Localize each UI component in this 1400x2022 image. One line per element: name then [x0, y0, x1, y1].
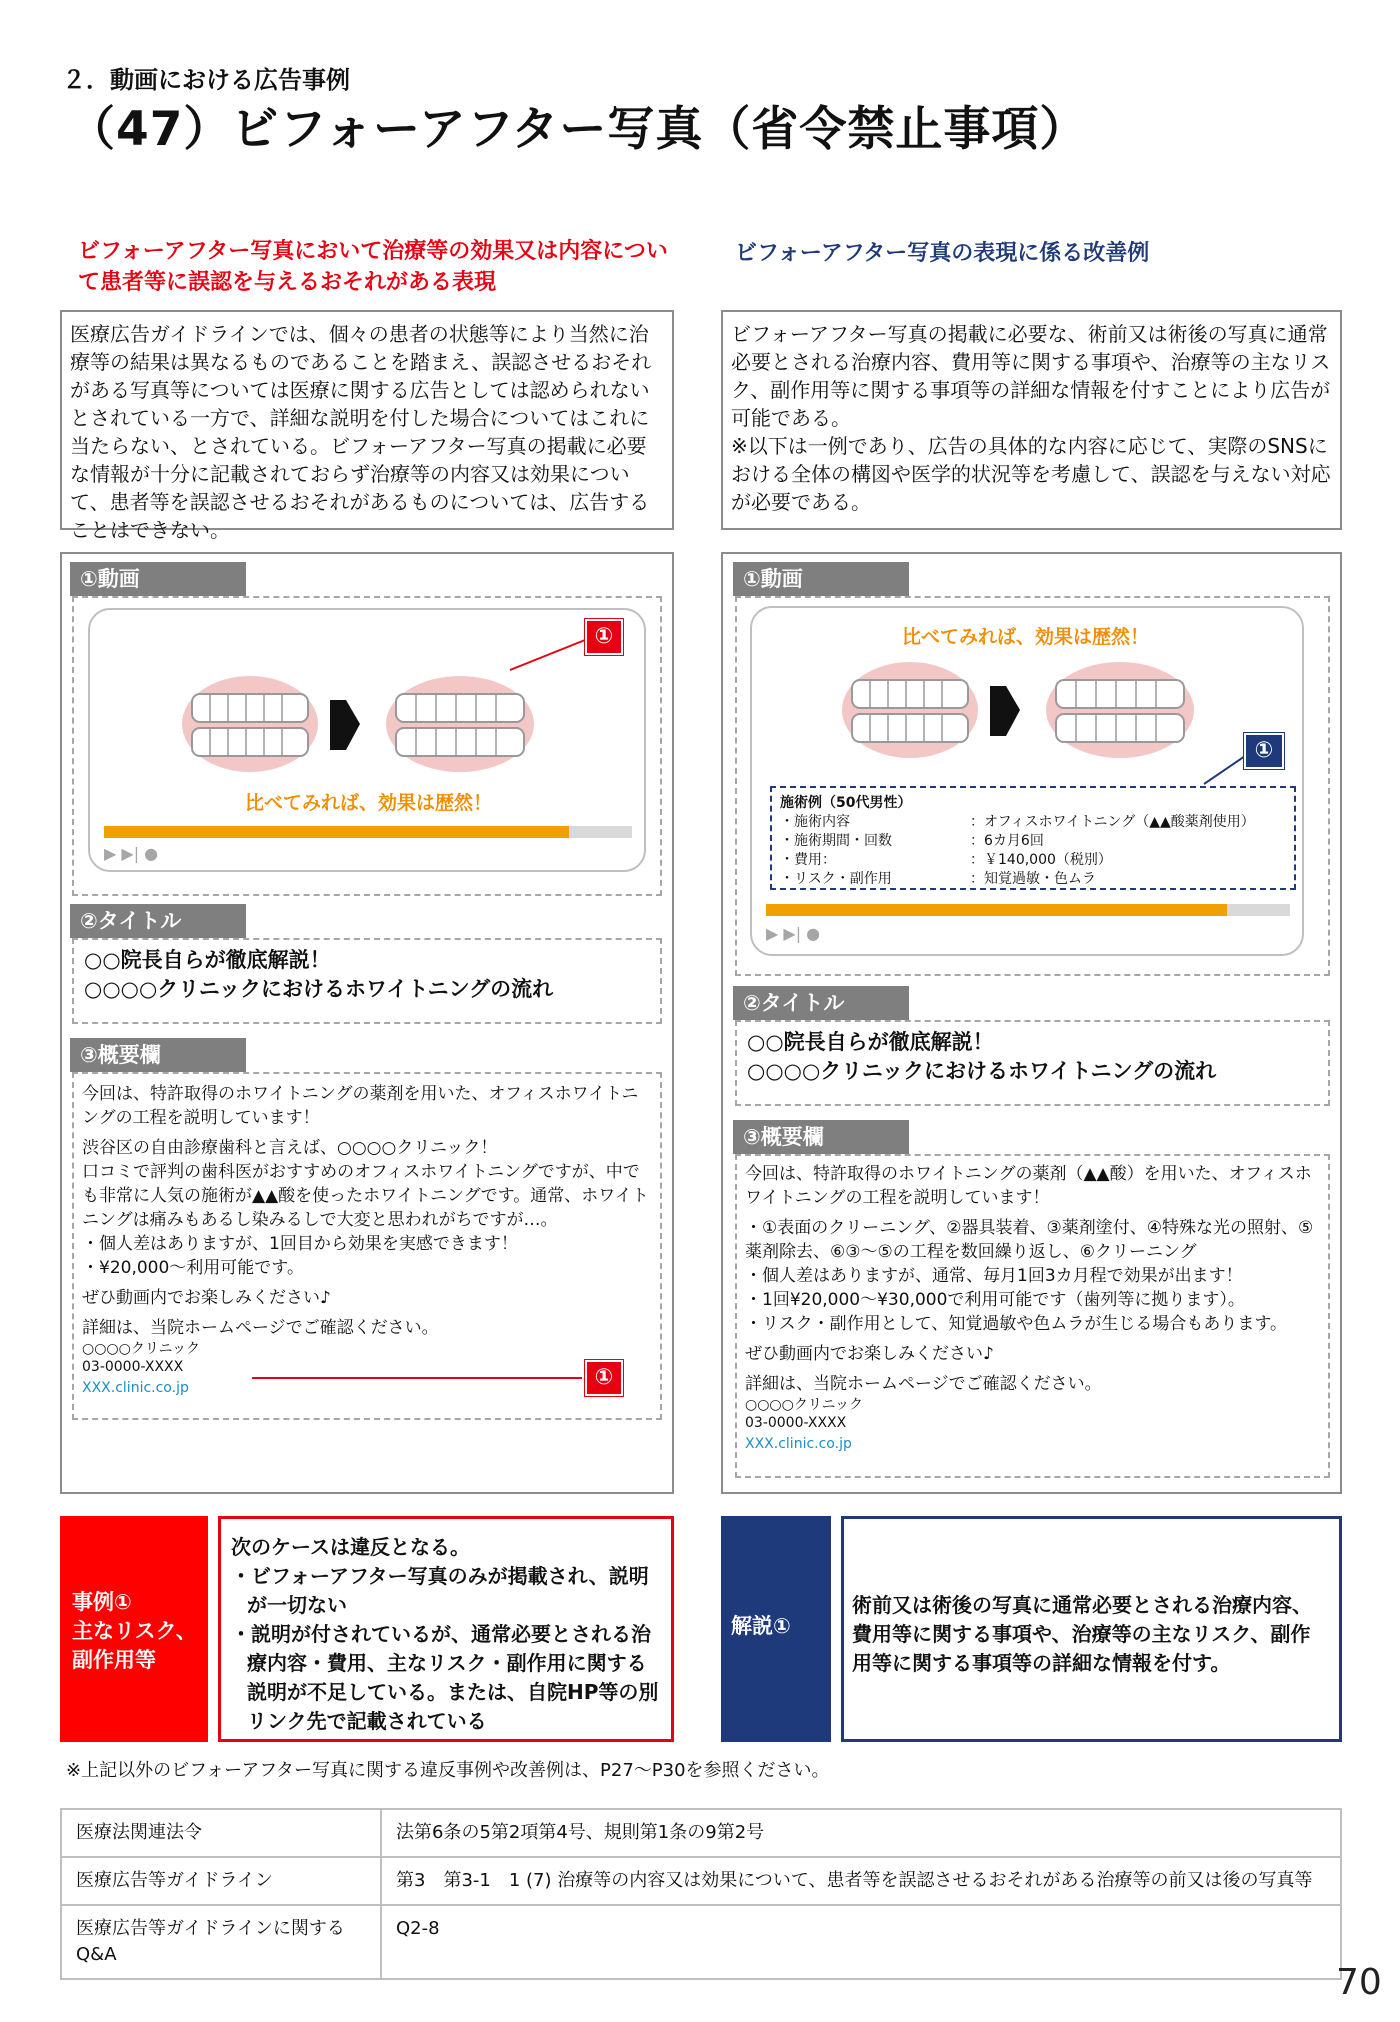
left-summary-badge: ① — [585, 1360, 623, 1396]
info-row — [780, 832, 1286, 851]
case-box — [218, 1516, 674, 1742]
right-video-badge: ① — [1244, 733, 1284, 769]
right-title-line1: ○○院長自らが徹底解説！ — [747, 1030, 994, 1054]
reference-note: ※上記以外のビフォーアフター写真に関する違反事例や改善例は、P27～P30を参照ください。 — [66, 1760, 830, 1781]
left-video-tag: ①動画 — [70, 562, 246, 596]
right-video-caption: 比べてみれば、効果は歴然！ — [902, 626, 1150, 648]
right-summary-p6: ぜひ動画内でお楽しみください♪ — [745, 1344, 994, 1364]
case-intro: 次のケースは違反となる。 — [231, 1535, 470, 1559]
right-title-box — [735, 1020, 1330, 1106]
after-teeth-icon — [1046, 662, 1194, 758]
info-row — [780, 870, 1286, 889]
left-title-tag: ②タイトル — [70, 904, 246, 938]
treatment-info-title: 施術例（50代男性） — [780, 795, 912, 811]
after-teeth-icon — [386, 676, 534, 772]
right-summary-p7: 詳細は、当院ホームページでご確認ください。 — [745, 1374, 1102, 1394]
left-summary-p7: 詳細は、当院ホームページでご確認ください。 — [82, 1318, 439, 1338]
info-row — [780, 851, 1286, 870]
arrow-right-icon — [330, 700, 360, 750]
left-title-line1: ○○院長自らが徹底解説！ — [84, 948, 331, 972]
right-url-link[interactable]: XXX.clinic.co.jp — [745, 1436, 852, 1452]
info-row — [780, 813, 1286, 832]
info-key: ・リスク・副作用 — [780, 871, 892, 887]
table-row — [61, 1809, 1341, 1857]
right-summary-p2: ・①表面のクリーニング、②器具装着、③薬剤塗付、④特殊な光の照射、⑤薬剤除去、⑥③～⑤の工程を数回繰り返し、⑥クリーニング — [745, 1218, 1314, 1262]
right-summary-p3: ・個人差はありますが、通常、毎月1回3カ月程で効果が出ます！ — [745, 1266, 1243, 1286]
right-progress-fill — [766, 904, 1227, 916]
right-heading: ビフォーアフター写真の表現に係る改善例 — [735, 241, 1150, 266]
left-summary-p1: 今回は、特許取得のホワイトニングの薬剤を用いた、オフィスホワイトニングの工程を説明しています！ — [82, 1084, 639, 1128]
section-title: ２．動画における広告事例 — [62, 66, 350, 94]
page-title: （47）ビフォーアフター写真（省令禁止事項） — [68, 102, 1088, 157]
before-teeth-icon — [182, 676, 318, 772]
treatment-info-box — [770, 786, 1296, 890]
page-number: 70 — [1336, 1962, 1382, 2003]
right-teeth-illustration — [840, 658, 1220, 768]
right-title-tag: ②タイトル — [733, 986, 909, 1020]
left-summary-p4: ・個人差はありますが、1回目から効果を実感できます！ — [82, 1234, 518, 1254]
left-summary-callout-line — [252, 1377, 582, 1379]
explanation-label: 解説① — [721, 1516, 831, 1742]
left-intro: 医療広告ガイドラインでは、個々の患者の状態等により当然に治療等の結果は異なるものであることを踏まえ、誤認させるおそれがある写真等については医療に関する広告としては認められないとされている一方で、詳細な説明を付した場合についてはこれに当たらない、とされている。ビフォーアフター写真の掲載に必要な情報が十分に記載されておらず治療等の内容又は効果について、患者等を誤認させるおそれがあるものについては、広告することはできない。 — [60, 310, 674, 530]
right-summary-p1: 今回は、特許取得のホワイトニングの薬剤（▲▲酸）を用いた、オフィスホワイトニングの工程を説明しています！ — [745, 1164, 1312, 1208]
info-key: ・費用： — [780, 852, 836, 868]
before-teeth-icon — [842, 662, 978, 758]
right-intro: ビフォーアフター写真の掲載に必要な、術前又は術後の写真に通常必要とされる治療内容、費用等に関する事項や、治療等の主なリスク、副作用等に関する事項等の詳細な情報を付すことにより広告が可能である。 ※以下は一例であり、広告の具体的な内容に応じて、実際のSNSにおける全体の構図や医学的状況等を考慮して、誤認を与えない対応が必要である。 — [721, 310, 1342, 530]
left-progress-fill — [104, 826, 569, 838]
left-title-line2: ○○○○クリニックにおけるホワイトニングの流れ — [84, 977, 554, 1001]
arrow-right-icon — [990, 686, 1020, 736]
table-value: Q2-8 — [381, 1905, 1341, 1979]
info-key: ・施術内容 — [780, 814, 850, 830]
case-label: 事例① 主なリスク、 副作用等 — [60, 1516, 208, 1742]
table-key: 医療広告等ガイドラインに関するQ&A — [61, 1905, 381, 1979]
right-clinic-name: ○○○○クリニック — [745, 1397, 864, 1413]
case-bullet-2: ・説明が付されているが、通常必要とされる治療内容・費用、主なリスク・副作用に関する説明が不足している。または、自院HP等の別リンク先で記載されている — [231, 1622, 659, 1733]
info-value: ：￥140,000（税別） — [970, 852, 1112, 868]
left-phone: 03-0000-XXXX — [82, 1359, 184, 1375]
table-key: 医療広告等ガイドライン — [61, 1857, 381, 1905]
info-value: ：知覚過敏・色ムラ — [970, 871, 1096, 887]
left-heading: ビフォーアフター写真において治療等の効果又は内容について患者等に誤認を与えるおそれがある表現 — [78, 239, 668, 295]
right-phone: 03-0000-XXXX — [745, 1415, 847, 1431]
left-video-caption: 比べてみれば、効果は歴然！ — [245, 792, 493, 814]
right-summary-box — [735, 1154, 1330, 1478]
table-value: 第3 第3-1 1 (7) 治療等の内容又は効果について、患者等を誤認させるおそれがある治療等の前又は後の写真等 — [381, 1857, 1341, 1905]
right-video-tag: ①動画 — [733, 562, 909, 596]
left-summary-p6: ぜひ動画内でお楽しみください♪ — [82, 1288, 331, 1308]
left-player-controls[interactable]: ▶ ▶| ● — [104, 844, 159, 863]
right-summary-p4: ・1回¥20,000～¥30,000で利用可能です（歯列等に拠ります）。 — [745, 1290, 1245, 1310]
left-url-link[interactable]: XXX.clinic.co.jp — [82, 1380, 189, 1396]
reference-table — [60, 1808, 1342, 1980]
left-summary-p5: ・¥20,000～利用可能です。 — [82, 1258, 304, 1278]
left-title-box — [72, 938, 662, 1024]
table-value: 法第6条の5第2項第4号、規則第1条の9第2号 — [381, 1809, 1341, 1857]
left-progress-bar[interactable] — [104, 826, 632, 838]
left-clinic-name: ○○○○クリニック — [82, 1341, 201, 1357]
left-summary-p2: 渋谷区の自由診療歯科と言えば、○○○○クリニック！ — [82, 1138, 498, 1158]
left-summary-p3: 口コミで評判の歯科医がおすすめのオフィスホワイトニングですが、中でも非常に人気の施術が▲▲酸を使ったホワイトニングです。通常、ホワイトニングは痛みもあるし染みるしで大変と思われがちですが…。 — [82, 1162, 649, 1230]
left-summary-box — [72, 1072, 662, 1420]
teeth-illustration — [180, 672, 560, 782]
left-summary-tag: ③概要欄 — [70, 1038, 246, 1072]
info-value: ：6カ月6回 — [970, 833, 1044, 849]
right-progress-bar[interactable] — [766, 904, 1290, 916]
info-value: ：オフィスホワイトニング（▲▲酸薬剤使用） — [970, 814, 1255, 830]
left-video-badge: ① — [585, 619, 623, 655]
table-row — [61, 1857, 1341, 1905]
table-row — [61, 1905, 1341, 1979]
right-summary-p5: ・リスク・副作用として、知覚過敏や色ムラが生じる場合もあります。 — [745, 1314, 1287, 1334]
explanation-box: 術前又は術後の写真に通常必要とされる治療内容、費用等に関する事項や、治療等の主なリスク、副作用等に関する事項等の詳細な情報を付す。 — [841, 1516, 1342, 1742]
right-title-line2: ○○○○クリニックにおけるホワイトニングの流れ — [747, 1059, 1217, 1083]
table-key: 医療法関連法令 — [61, 1809, 381, 1857]
right-player-controls[interactable]: ▶ ▶| ● — [766, 924, 821, 943]
case-bullet-1: ・ビフォーアフター写真のみが掲載され、説明が一切ない — [231, 1564, 649, 1617]
right-summary-tag: ③概要欄 — [733, 1120, 909, 1154]
info-key: ・施術期間・回数 — [780, 833, 892, 849]
